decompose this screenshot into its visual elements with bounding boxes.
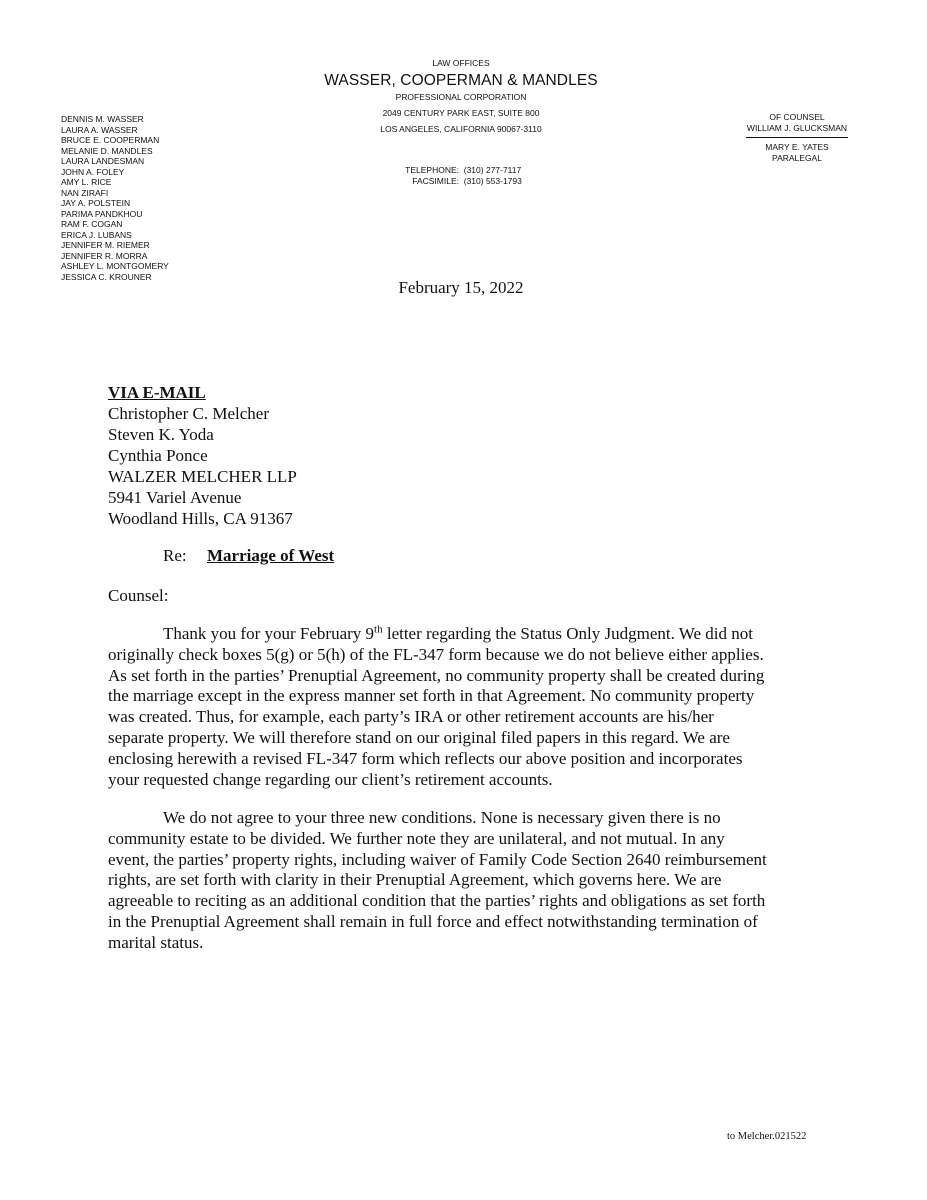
recipient-line: 5941 Variel Avenue [108, 488, 242, 507]
attorney-name: NAN ZIRAFI [61, 187, 109, 198]
document-reference: to Melcher.021522 [727, 1131, 807, 1142]
paralegal-title: PARALEGAL [772, 152, 822, 163]
facsimile-row [399, 176, 522, 187]
paragraph-line: As set forth in the parties’ Prenuptial Agreement, no community property shall be created during [108, 665, 765, 685]
paragraph-text: letter regarding the Status Only Judgment. We did not [382, 624, 753, 643]
recipient-block [108, 382, 297, 529]
paragraph-text: Thank you for your February 9 [163, 624, 375, 643]
attorney-name: DENNIS M. WASSER [61, 114, 144, 124]
attorney-name: JAY A. POLSTEIN [61, 198, 131, 208]
law-offices-label: LAW OFFICES [432, 58, 490, 68]
paragraph-line: enclosing herewith a revised FL-347 form which reflects our above position and incorporates [108, 748, 743, 768]
paragraph-line: rights, are set forth with clarity in their Prenuptial Agreement, which governs here. We are [108, 870, 722, 890]
letter-date: February 15, 2022 [398, 278, 524, 297]
salutation: Counsel: [108, 586, 169, 605]
firm-address-line2: LOS ANGELES, CALIFORNIA 90067-3110 [380, 124, 542, 134]
re-line [163, 546, 334, 566]
paragraph-line: event, the parties’ property rights, including waiver of Family Code Section 2640 reimbursement [108, 849, 767, 869]
attorney-name: LAURA LANDESMAN [61, 156, 145, 166]
paragraph-line: in the Prenuptial Agreement shall remain in full force and effect notwithstanding termination of [108, 911, 758, 931]
telephone-label: TELEPHONE: [405, 165, 459, 175]
facsimile-number: (310) 553-1793 [463, 176, 522, 186]
attorney-name: ERICA J. LUBANS [61, 229, 132, 240]
of-counsel-heading: OF COUNSEL [769, 112, 825, 122]
of-counsel-name: WILLIAM J. GLUCKSMAN [746, 122, 848, 133]
recipient-line: WALZER MELCHER LLP [108, 467, 297, 486]
attorney-name: JENNIFER R. MORRA [61, 250, 148, 261]
paragraph-line: originally check boxes 5(g) or 5(h) of the FL-347 form because we do not believe either applies. [108, 644, 764, 664]
re-subject: Marriage of West [207, 546, 335, 565]
attorney-name: LAURA A. WASSER [61, 124, 138, 135]
body-paragraph-1 [108, 624, 820, 790]
recipient-line: Christopher C. Melcher [108, 404, 269, 423]
paragraph-line: your requested change regarding our client’s retirement accounts. [108, 769, 553, 789]
paragraph-line: We do not agree to your three new conditions. None is necessary given there is no [163, 808, 721, 827]
attorney-name: RAM F. COGAN [61, 219, 123, 229]
attorney-name: ASHLEY L. MONTGOMERY [61, 261, 169, 271]
ordinal-suffix: th [374, 623, 383, 636]
contact-numbers [399, 165, 522, 187]
attorney-name: JENNIFER M. RIEMER [61, 240, 150, 250]
firm-name: WASSER, COOPERMAN & MANDLES [324, 72, 598, 89]
telephone-number: (310) 277-7117 [463, 165, 522, 175]
paragraph-line: the marriage except in the express manner set forth in that Agreement. No community property [108, 686, 755, 706]
recipient-line: Steven K. Yoda [108, 425, 214, 444]
paragraph-line: community estate to be divided. We further note they are unilateral, and not mutual. In any [108, 828, 725, 848]
attorney-name: AMY L. RICE [61, 177, 112, 187]
firm-address-line1: 2049 CENTURY PARK EAST, SUITE 800 [382, 108, 540, 118]
recipient-line: Woodland Hills, CA 91367 [108, 509, 293, 528]
paragraph-line: separate property. We will therefore stand on our original filed papers in this regard. We are [108, 727, 730, 747]
attorney-name: PARIMA PANDKHOU [61, 208, 143, 219]
attorney-name: JESSICA C. KROUNER [61, 271, 152, 282]
paragraph-line: was created. Thus, for example, each party’s IRA or other retirement accounts are his/her [108, 707, 714, 727]
attorney-name: MELANIE D. MANDLES [61, 145, 153, 156]
attorney-name: JOHN A. FOLEY [61, 166, 125, 177]
attorney-list [61, 114, 169, 282]
telephone-row [399, 165, 522, 176]
paragraph-line: marital status. [108, 932, 204, 952]
paralegal-name: MARY E. YATES [765, 142, 829, 152]
delivery-method: VIA E-MAIL [108, 383, 206, 402]
paragraph-line: agreeable to reciting as an additional condition that the parties’ rights and obligations as set forth [108, 891, 766, 911]
body-paragraph-2 [108, 808, 820, 954]
firm-type: PROFESSIONAL CORPORATION [395, 92, 527, 102]
paragraph-line [108, 624, 820, 645]
attorney-name: BRUCE E. COOPERMAN [61, 135, 160, 145]
facsimile-label: FACSIMILE: [412, 176, 459, 186]
of-counsel-block [738, 112, 856, 163]
re-label: Re: [163, 546, 187, 565]
divider [746, 137, 848, 138]
recipient-line: Cynthia Ponce [108, 446, 208, 465]
